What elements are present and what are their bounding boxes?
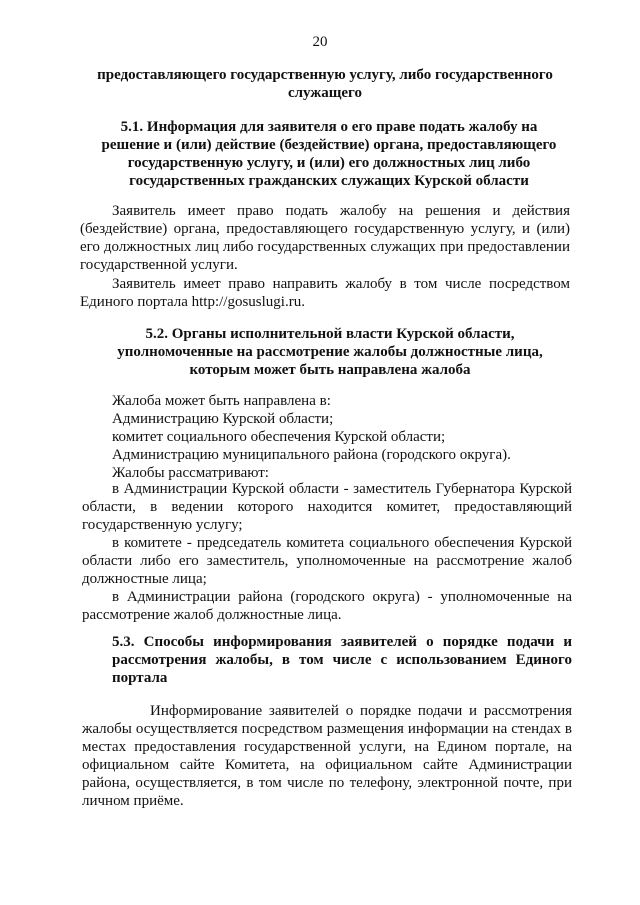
section-5-1-paragraph-2: Заявитель имеет право направить жалобу в том числе посредством Единого портала http://gosuslugi.ru. [80,276,570,310]
list-line: Администрацию муниципального района (городского округа). [112,447,511,463]
list-line: Жалоба может быть направлена в: [112,393,331,409]
list-line: Жалобы рассматривают: [112,465,269,481]
section-5-3-heading: 5.3. Способы информирования заявителей о порядке подачи и рассмотрения жалобы, в том числе с использованием Единого портала [112,634,572,686]
reviewer-item-2: в комитете - председатель комитета социального обеспечения Курской области либо его заместитель, уполномоченные на рассмотрение жалоб должностные лица; [82,535,572,587]
reviewer-item-3: в Администрации района (городского округа) - уполномоченные на рассмотрение жалоб должностные лица. [82,589,572,623]
section-5-2-heading: 5.2. Органы исполнительной власти Курской области, уполномоченные на рассмотрение жалобы должностные лица, которым может быть направлена жалоба [117,326,543,378]
page-number: 20 [312,34,328,50]
list-line: комитет социального обеспечения Курской области; [112,429,446,445]
list-line: Администрацию Курской области; [112,411,334,427]
section-5-1-heading: 5.1. Информация для заявителя о его праве подать жалобу на решение и (или) действие (бездействие) органа, предоставляющего государственную услугу, и (или) его должностных лиц либо государственных гражданских служащих Курской области [101,119,557,189]
section-5-1-paragraph-1: Заявитель имеет право подать жалобу на решения и действия (бездействие) органа, предоставляющего государственную услугу, и (или) его должностных лиц либо государственных служащих при предоставлении государственной услуги. [80,203,570,273]
top-heading: предоставляющего государственную услугу, либо государственного служащего [97,67,553,101]
section-5-3-paragraph: Информирование заявителей о порядке подачи и рассмотрения жалобы осуществляется посредством размещения информации на стендах в местах предоставления государственной услуги, на Едином портале, на официальном сайте Комитета, на официальном сайте Администрации района, осуществляется, в том числе по телефону, электронной почте, при личном приёме. [82,703,572,809]
reviewer-item-1: в Администрации Курской области - заместитель Губернатора Курской области, в ведении которого находится комитет, предоставляющий государственную услугу; [82,481,572,533]
